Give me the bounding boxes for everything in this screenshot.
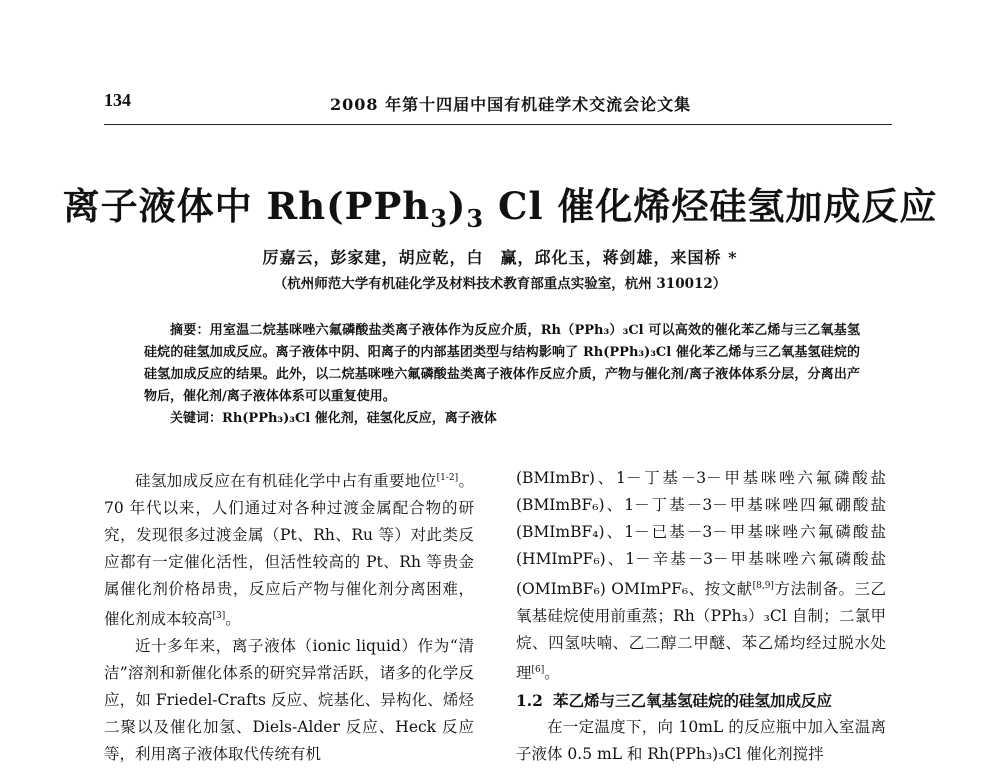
keywords xyxy=(144,408,860,430)
title-suffix: ) xyxy=(447,184,467,228)
left-column xyxy=(104,465,474,768)
keywords-label: 关键词： xyxy=(170,411,223,426)
text-run: 。 xyxy=(544,664,560,682)
section-number: 1.2 xyxy=(516,691,543,710)
abstract-paragraph xyxy=(144,320,860,408)
title-tail: Cl 催化烯烃硅氢加成反应 xyxy=(484,184,938,228)
citation: [1-2] xyxy=(436,473,459,483)
text-run: 。 xyxy=(225,610,241,628)
title-subscript-2: 3 xyxy=(466,204,485,233)
authors: 厉嘉云，彭家建，胡应乾，白 赢，邱化玉，蒋剑雄，来国桥 * xyxy=(262,248,738,267)
running-title: 2008 年第十四届中国有机硅学术交流会论文集 xyxy=(330,95,692,114)
header-rule xyxy=(104,124,892,125)
affiliation: （杭州师范大学有机硅化学及材料技术教育部重点实验室，杭州 310012） xyxy=(273,276,727,292)
citation: [3] xyxy=(212,611,226,621)
text-run: 方法制备。三乙氧基硅烷使用前重蒸；Rh（PPh₃）₃Cl 自制；二氯甲烷、四氢呋喃、乙二醇二甲醚、苯乙烯均经过脱水处理 xyxy=(516,580,886,682)
title-subscript: 3 xyxy=(430,204,448,233)
abstract-text: 用室温二烷基咪唑六氟磷酸盐类离子液体作为反应介质，Rh（PPh₃）₃Cl 可以高效的催化苯乙烯与三乙氧基氢硅烷的硅氢加成反应。离子液体中阴、阳离子的内部基团类型与结构影响了 Rh(PPh₃)₃Cl 催化苯乙烯与三乙氧基氢硅烷的硅氢加成反应的结果。此外，以二烷基咪唑六氟磷酸盐类离子液体作反应介质，产物与催化剂/离子液体体系分层，分离出产物后，催化剂/离子液体体系可以重复使用。 xyxy=(144,323,860,404)
paper-title xyxy=(0,176,1000,233)
text-run: (BMImBr)、1－丁基－3－甲基咪唑六氟磷酸盐(BMImBF₆)、1－丁基－3－甲基咪唑四氟硼酸盐(BMImBF₄)、1－已基－3－甲基咪唑六氟磷酸盐(HMImPF₆)、1－辛基－3－甲基咪唑六氟磷酸盐(OMImBF₆) OMImPF₆、按文献 xyxy=(516,469,886,598)
right-column xyxy=(516,465,886,768)
text-run: 。70 年代以来，人们通过对各种过渡金属配合物的研究，发现很多过渡金属（Pt、Rh、Ru 等）对此类反应都有一定催化活性，但活性较高的 Pt、Rh 等贵金属催化剂价格昂贵，反应后产物与催化剂分离困难，催化剂成本较高 xyxy=(104,472,474,628)
abstract xyxy=(144,320,860,430)
abstract-label: 摘要： xyxy=(170,323,210,338)
citation: [6] xyxy=(531,665,545,675)
section-title: 苯乙烯与三乙氧基氢硅烷的硅氢加成反应 xyxy=(552,691,832,710)
text-run: 硅氢加成反应在有机硅化学中占有重要地位 xyxy=(135,472,437,490)
materials-paragraph xyxy=(516,465,886,687)
intro-paragraph-1 xyxy=(104,465,474,633)
title-prefix: 离子液体中 Rh(PPh xyxy=(62,184,431,228)
citation: [8,9] xyxy=(752,581,774,591)
intro-paragraph-2: 近十多年来，离子液体（ionic liquid）作为“清洁”溶剂和新催化体系的研究异常活跃，诸多的化学反应，如 Friedel-Crafts 反应、烷基化、异构化、烯烃二聚以及催化加氢、Diels-Alder 反应、Heck 反应等，利用离子液体取代传统有机 xyxy=(104,637,474,763)
method-paragraph: 在一定温度下，向 10mL 的反应瓶中加入室温离子液体 0.5 mL 和 Rh(PPh₃)₃Cl 催化剂搅拌 xyxy=(516,718,886,763)
keywords-text: Rh(PPh₃)₃Cl 催化剂，硅氢化反应，离子液体 xyxy=(222,411,497,426)
page-number: 134 xyxy=(104,90,131,110)
section-heading xyxy=(516,687,886,714)
